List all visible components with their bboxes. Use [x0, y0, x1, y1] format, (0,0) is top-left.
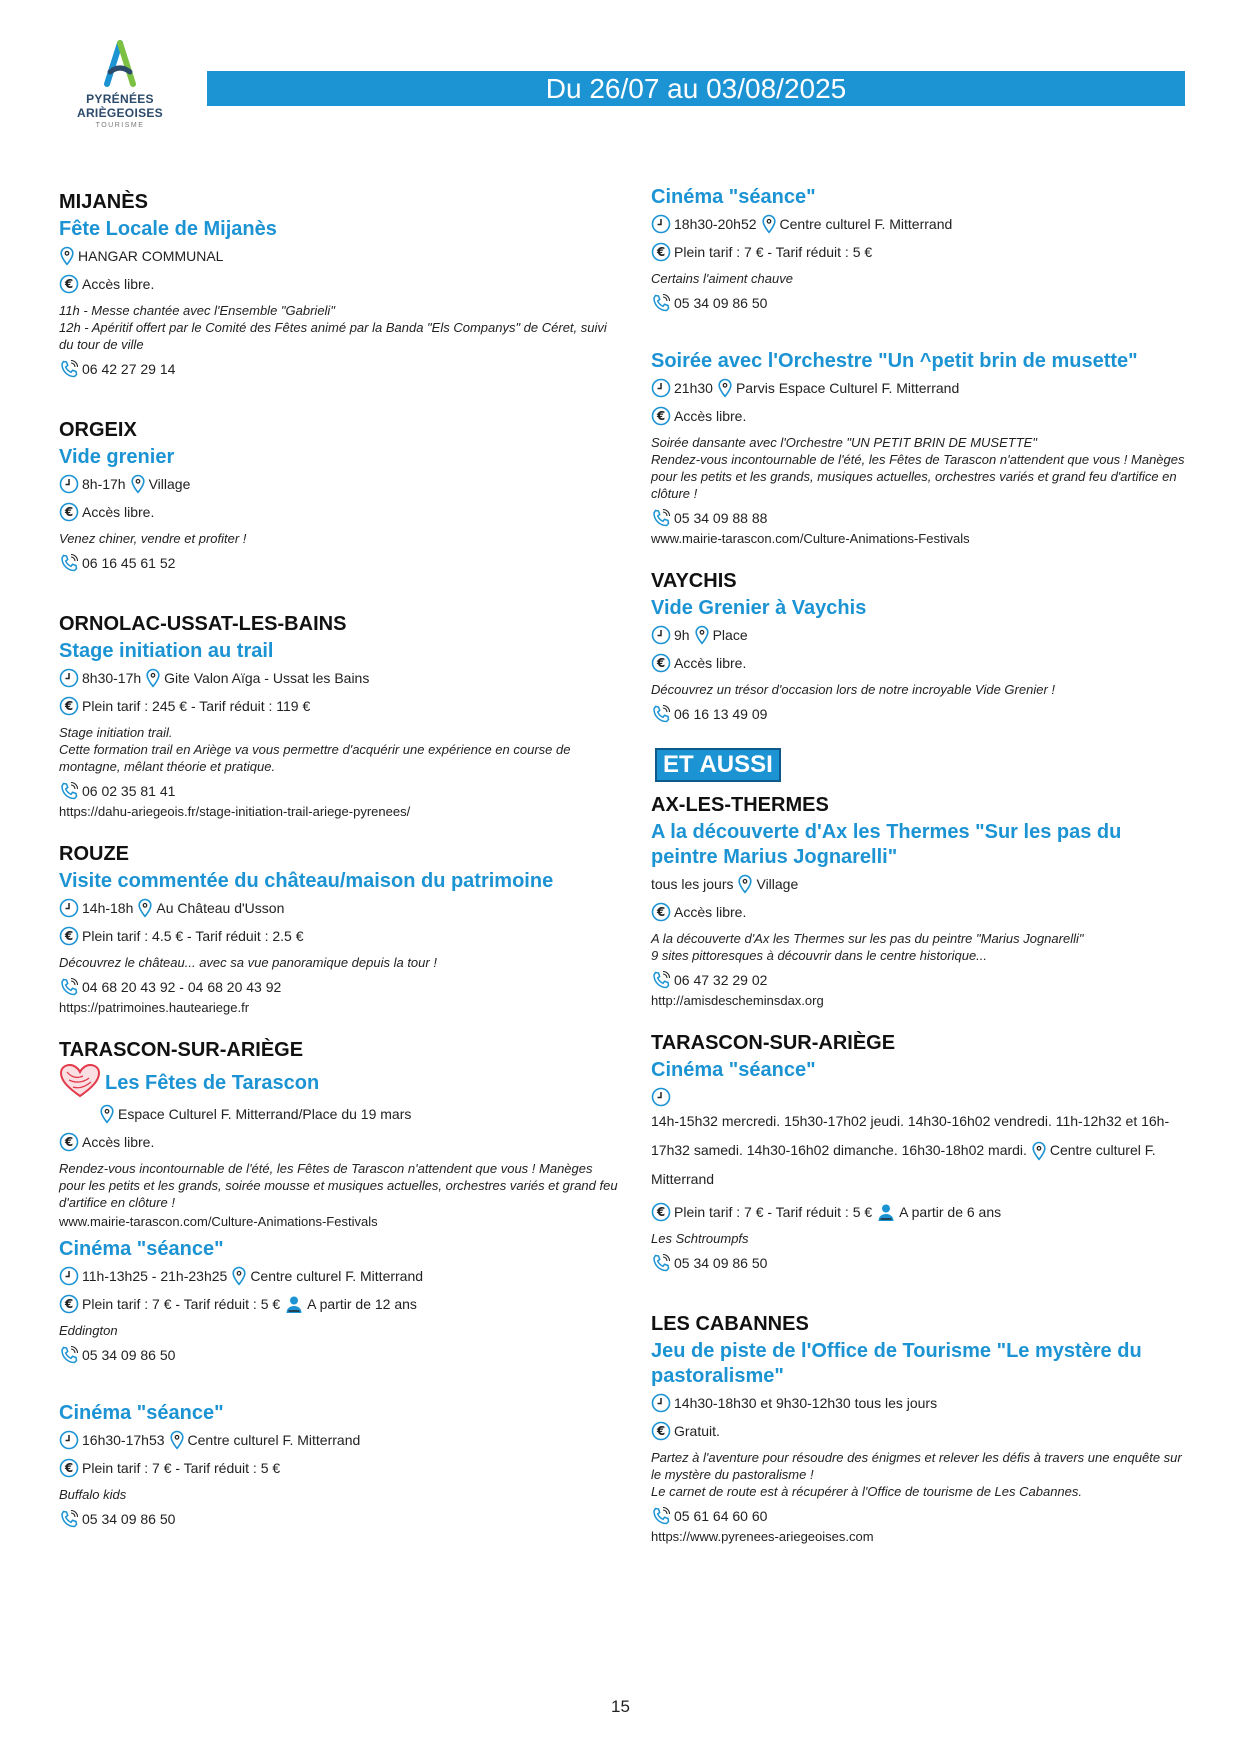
event-place: Centre culturel F. Mitterrand — [779, 216, 953, 232]
event-place: Centre culturel F. Mitterrand — [651, 1142, 1156, 1187]
event-description: Les Schtroumpfs — [651, 1231, 749, 1246]
town-heading: TARASCON-SUR-ARIÈGE — [651, 1032, 896, 1054]
event-price: Accès libre. — [674, 408, 747, 424]
phone-icon — [651, 970, 671, 990]
event-price: Accès libre. — [82, 504, 155, 520]
event-phone[interactable]: 04 68 20 43 92 - 04 68 20 43 92 — [82, 979, 282, 995]
town-heading: TARASCON-SUR-ARIÈGE — [59, 1039, 304, 1061]
event-phone[interactable]: 05 34 09 86 50 — [82, 1347, 176, 1363]
event-cinema-eddington — [59, 1237, 619, 1365]
et-aussi-heading: ET AUSSI — [655, 748, 781, 782]
event-rouze — [59, 841, 619, 1017]
left-column — [59, 185, 619, 1537]
event-time: 14h-18h — [82, 900, 134, 916]
event-place: Parvis Espace Culturel F. Mitterrand — [735, 380, 960, 396]
event-price: Plein tarif : 7 € - Tarif réduit : 5 € — [82, 1296, 281, 1312]
map-pin-icon — [145, 668, 161, 688]
event-price: Gratuit. — [674, 1423, 720, 1439]
event-price: Accès libre. — [82, 276, 155, 292]
event-time: 21h30 — [674, 380, 713, 396]
event-price: Plein tarif : 245 € - Tarif réduit : 119 € — [82, 698, 311, 714]
event-place: Centre culturel F. Mitterrand — [250, 1268, 424, 1284]
right-column — [651, 185, 1191, 1552]
event-time: 14h30-18h30 et 9h30-12h30 tous les jours — [674, 1395, 938, 1411]
euro-icon — [651, 1421, 671, 1441]
event-description: Venez chiner, vendre et profiter ! — [59, 531, 247, 546]
event-url[interactable]: http://amisdescheminsdax.org — [651, 993, 824, 1008]
clock-icon — [59, 668, 79, 688]
event-place: HANGAR COMMUNAL — [78, 248, 224, 264]
event-cinema-buffalo — [59, 1401, 619, 1529]
event-time: 9h — [674, 627, 690, 643]
event-phone[interactable]: 05 34 09 88 88 — [674, 510, 768, 526]
event-age: A partir de 6 ans — [899, 1204, 1002, 1220]
logo-mark-icon — [100, 40, 140, 92]
event-price: Plein tarif : 7 € - Tarif réduit : 5 € — [674, 244, 873, 260]
event-time: 11h-13h25 - 21h-23h25 — [82, 1268, 228, 1284]
logo-line-1: PYRÉNÉES — [86, 92, 154, 106]
event-description: A la découverte d'Ax les Thermes sur les pas du peintre "Marius Jognarelli" 9 sites pittoresques à découvrir dans le centre historique... — [651, 931, 1084, 963]
euro-icon — [59, 502, 79, 522]
event-age: A partir de 12 ans — [307, 1296, 417, 1312]
map-pin-icon — [137, 898, 153, 918]
euro-icon — [651, 653, 671, 673]
logo — [70, 40, 170, 129]
event-title: Stage initiation au trail — [59, 640, 274, 662]
event-url[interactable]: https://patrimoines.hauteariege.fr — [59, 1000, 250, 1015]
event-url[interactable]: https://dahu-ariegeois.fr/stage-initiation-trail-ariege-pyrenees/ — [59, 804, 411, 819]
map-pin-icon — [130, 474, 146, 494]
event-time: 16h30-17h53 — [82, 1432, 165, 1448]
clock-icon — [59, 1430, 79, 1450]
event-title: Cinéma "séance" — [59, 1402, 224, 1424]
event-title: Cinéma "séance" — [651, 186, 816, 208]
event-price: Plein tarif : 4.5 € - Tarif réduit : 2.5 € — [82, 928, 304, 944]
event-title: Visite commentée du château/maison du patrimoine — [59, 870, 554, 892]
date-range-banner: Du 26/07 au 03/08/2025 — [207, 71, 1185, 106]
phone-icon — [651, 1506, 671, 1526]
phone-icon — [59, 977, 79, 997]
euro-icon — [651, 1202, 671, 1222]
euro-icon — [59, 1132, 79, 1152]
map-pin-icon — [737, 874, 753, 894]
event-price: Plein tarif : 7 € - Tarif réduit : 5 € — [82, 1460, 281, 1476]
phone-icon — [59, 553, 79, 573]
event-price: Accès libre. — [674, 904, 747, 920]
event-phone[interactable]: 05 34 09 86 50 — [674, 295, 768, 311]
map-pin-icon — [169, 1430, 185, 1450]
map-pin-icon — [761, 214, 777, 234]
event-phone[interactable]: 06 47 32 29 02 — [674, 972, 768, 988]
event-soiree-orchestre — [651, 349, 1191, 548]
event-title: Cinéma "séance" — [651, 1059, 816, 1081]
event-description: Partez à l'aventure pour résoudre des énigmes et relever les défis à travers une enquête sur le mystère du pastoralisme ! Le carnet de route est à récupérer à l'Office de tourisme de Les Cabannes. — [651, 1450, 1182, 1499]
event-place: Espace Culturel F. Mitterrand/Place du 19 mars — [118, 1106, 412, 1122]
euro-icon — [59, 926, 79, 946]
map-pin-icon — [694, 625, 710, 645]
phone-icon — [651, 1253, 671, 1273]
phone-icon — [59, 1345, 79, 1365]
event-title: Jeu de piste de l'Office de Tourisme "Le mystère du pastoralisme" — [651, 1340, 1142, 1387]
event-description: 11h - Messe chantée avec l'Ensemble "Gabrieli" 12h - Apéritif offert par le Comité des Fêtes animé par la Banda "Els Companys" de Céret, suivi du tour de ville — [59, 303, 607, 352]
event-tarascon-cinema — [651, 1030, 1191, 1273]
event-description: Rendez-vous incontournable de l'été, les Fêtes de Tarascon n'attendent que vous ! Manèges pour les petits et les grands, soirée mousse et musiques actuelles, orchestres variés et grand feu d'artifice en clôture ! — [59, 1161, 618, 1210]
clock-icon — [651, 214, 671, 234]
clock-icon — [59, 1266, 79, 1286]
clock-icon — [59, 898, 79, 918]
map-pin-icon — [231, 1266, 247, 1286]
event-ax-les-thermes — [651, 792, 1191, 1010]
event-title: Fête Locale de Mijanès — [59, 218, 277, 240]
event-title: Soirée avec l'Orchestre "Un ^petit brin de musette" — [651, 350, 1138, 372]
town-heading: ORNOLAC-USSAT-LES-BAINS — [59, 613, 347, 635]
event-place: Centre culturel F. Mitterrand — [187, 1432, 361, 1448]
event-url[interactable]: https://www.pyrenees-ariegeoises.com — [651, 1529, 874, 1544]
town-heading: ORGEIX — [59, 419, 137, 441]
person-icon — [876, 1202, 896, 1222]
event-place: Village — [756, 876, 799, 892]
logo-line-2: ARIÈGEOISES — [77, 106, 163, 120]
event-price: Accès libre. — [82, 1134, 155, 1150]
event-phone[interactable]: 06 16 13 49 09 — [674, 706, 768, 722]
event-url[interactable]: www.mairie-tarascon.com/Culture-Animations-Festivals — [651, 531, 970, 546]
event-phone[interactable]: 05 61 64 60 60 — [674, 1508, 768, 1524]
phone-icon — [651, 508, 671, 528]
event-description: Buffalo kids — [59, 1487, 127, 1502]
euro-icon — [651, 406, 671, 426]
event-les-cabannes — [651, 1311, 1191, 1546]
event-phone[interactable]: 05 34 09 86 50 — [82, 1511, 176, 1527]
event-place: Gite Valon Aïga - Ussat les Bains — [164, 670, 370, 686]
event-place: Village — [148, 476, 191, 492]
event-mijanes — [59, 189, 619, 379]
heart-icon — [59, 1063, 101, 1104]
euro-icon — [59, 274, 79, 294]
phone-icon — [59, 781, 79, 801]
event-description: Découvrez un trésor d'occasion lors de notre incroyable Vide Grenier ! — [651, 682, 1056, 697]
event-time: tous les jours — [651, 876, 734, 892]
event-place: Au Château d'Usson — [156, 900, 285, 916]
map-pin-icon — [717, 378, 733, 398]
event-time: 8h-17h — [82, 476, 126, 492]
town-heading: MIJANÈS — [59, 191, 148, 213]
event-phone[interactable]: 05 34 09 86 50 — [674, 1255, 768, 1271]
event-orgeix — [59, 417, 619, 573]
event-title: A la découverte d'Ax les Thermes "Sur les pas du peintre Marius Jognarelli" — [651, 821, 1122, 868]
town-heading: VAYCHIS — [651, 570, 737, 592]
phone-icon — [651, 704, 671, 724]
euro-icon — [59, 1294, 79, 1314]
euro-icon — [651, 902, 671, 922]
event-time: 18h30-20h52 — [674, 216, 757, 232]
phone-icon — [59, 359, 79, 379]
map-pin-icon — [1031, 1141, 1047, 1161]
event-description: Stage initiation trail. Cette formation trail en Ariège va vous permettre d'acquérir une expérience en course de montagne, mêlant théorie et pratique. — [59, 725, 571, 774]
event-title: Les Fêtes de Tarascon — [105, 1071, 320, 1094]
event-place: Place — [712, 627, 748, 643]
event-time: 8h30-17h — [82, 670, 142, 686]
event-description: Certains l'aiment chauve — [651, 271, 793, 286]
clock-icon — [651, 1087, 671, 1107]
event-url[interactable]: www.mairie-tarascon.com/Culture-Animations-Festivals — [59, 1214, 378, 1229]
clock-icon — [651, 378, 671, 398]
event-description: Soirée dansante avec l'Orchestre "UN PETIT BRIN DE MUSETTE" Rendez-vous incontournable de l'été, les Fêtes de Tarascon n'attendent que vous ! Manèges pour les petits et les grands, musiques actuelles, orchestres variés et grand feu d'artifice en clôture ! — [651, 435, 1185, 501]
logo-line-3: TOURISME — [95, 122, 145, 129]
town-heading: LES CABANNES — [651, 1313, 809, 1335]
town-heading: ROUZE — [59, 843, 129, 865]
event-vaychis — [651, 568, 1191, 724]
euro-icon — [651, 242, 671, 262]
event-tarascon-fetes — [59, 1037, 619, 1231]
event-price: Accès libre. — [674, 655, 747, 671]
clock-icon — [59, 474, 79, 494]
event-title: Vide Grenier à Vaychis — [651, 597, 867, 619]
event-title: Vide grenier — [59, 446, 175, 468]
map-pin-icon — [59, 246, 75, 266]
person-icon — [284, 1294, 304, 1314]
event-description: Eddington — [59, 1323, 118, 1338]
map-pin-icon — [99, 1104, 115, 1124]
clock-icon — [651, 1393, 671, 1413]
phone-icon — [651, 293, 671, 313]
event-ornolac — [59, 611, 619, 821]
event-phone[interactable]: 06 16 45 61 52 — [82, 555, 176, 571]
clock-icon — [651, 625, 671, 645]
euro-icon — [59, 696, 79, 716]
event-time: 14h-15h32 mercredi. 15h30-17h02 jeudi. 14h30-16h02 vendredi. 11h-12h32 et 16h-17h32 samedi. 14h30-16h02 dimanche. 16h30-18h02 mardi. Centre culturel F. Mitterrand — [651, 1113, 1170, 1187]
phone-icon — [59, 1509, 79, 1529]
event-description: Découvrez le château... avec sa vue panoramique depuis la tour ! — [59, 955, 437, 970]
event-title: Cinéma "séance" — [59, 1238, 224, 1260]
event-phone[interactable]: 06 42 27 29 14 — [82, 361, 176, 377]
town-heading: AX-LES-THERMES — [651, 794, 829, 816]
euro-icon — [59, 1458, 79, 1478]
event-phone[interactable]: 06 02 35 81 41 — [82, 783, 176, 799]
event-price: Plein tarif : 7 € - Tarif réduit : 5 € — [674, 1204, 873, 1220]
page-number: 15 — [611, 1697, 630, 1716]
event-cinema-chauve — [651, 185, 1191, 313]
